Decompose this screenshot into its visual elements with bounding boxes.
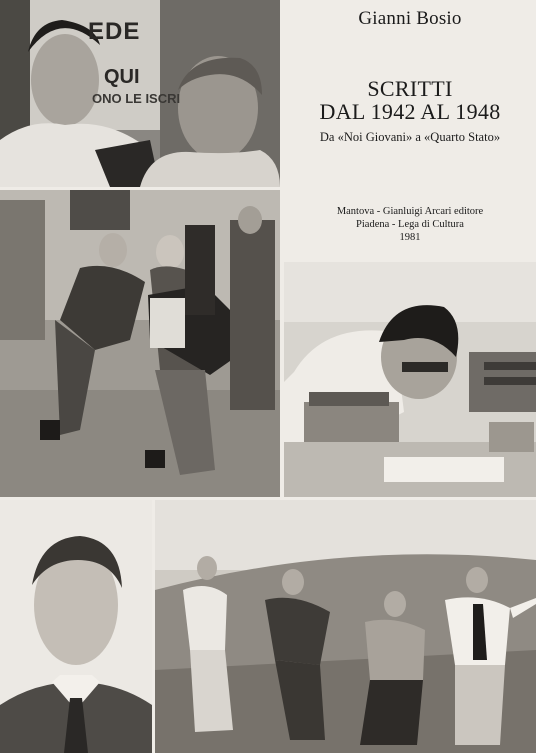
sign-text: EDE (88, 18, 141, 45)
photo-man-writing (284, 262, 536, 497)
cover-text-block (284, 0, 536, 262)
book-subtitle: Da «Noi Giovani» a «Quarto Stato» (319, 130, 501, 144)
sign-text-3: ONO LE ISCRI (92, 91, 181, 106)
photo-two-men-portrait (0, 0, 280, 187)
author-name: Gianni Bosio (358, 8, 462, 29)
photo-four-men-field (155, 500, 536, 753)
photo-accordion-image (0, 190, 280, 497)
photo-young-man-image (0, 500, 152, 753)
publication-year: 1981 (399, 232, 421, 243)
publisher-line2: Piadena - Lega di Cultura (356, 219, 464, 230)
photo-group-image (155, 500, 536, 753)
sign-text-2: QUI (104, 66, 140, 88)
photo-writing-image (284, 262, 536, 497)
book-title-line2: DAL 1942 AL 1948 (319, 99, 501, 124)
book-title-line1: SCRITTI (367, 76, 453, 101)
publisher-line1: Mantova - Gianluigi Arcari editore (336, 206, 484, 217)
photo-accordion-player (0, 190, 280, 497)
photo-young-man-portrait (0, 500, 152, 753)
